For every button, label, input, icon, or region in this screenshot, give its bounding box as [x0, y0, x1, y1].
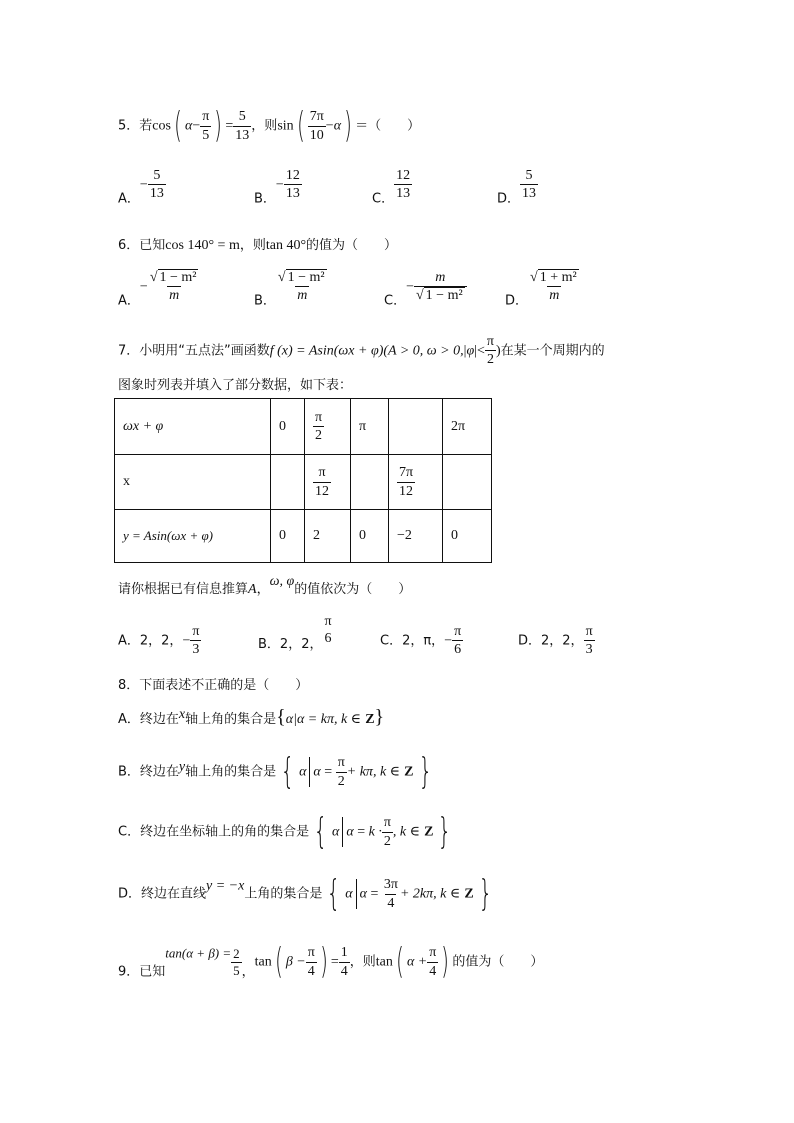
q7-option-a[interactable] [118, 624, 201, 658]
q8-option-c-kdot: k · [368, 824, 382, 840]
q9-frac1-num: 2 [233, 945, 240, 961]
q8-option-d-alpha2: α [359, 886, 367, 902]
table-cell: −2 [389, 510, 443, 563]
question-5-stem: 5．若cos( α− $\frac{\pi}{5}$ ) = $\frac{5}{13}$ ，则sin( $\frac{7\pi}{10}$ −α) ＝（ ） [118, 105, 421, 146]
table-cell: 0 [443, 510, 492, 563]
q8-option-b-mid: 轴上角的集合是 [185, 764, 277, 780]
q5-option-c-den: 13 [396, 186, 411, 202]
q9-frac2-num: π [307, 945, 315, 961]
q8-option-a-text: A．终边在 [118, 712, 179, 727]
q9-tan: tan [254, 954, 272, 970]
table-cell: y = Asin(ωx + φ) [115, 510, 271, 563]
q7-close: ) [495, 343, 501, 359]
q8-option-c[interactable]: C．终边在坐标轴上的角的集合是 { α α = k · $\frac{\pi}{2}$ , k ∈ Z } [118, 811, 452, 852]
q6-option-d-label: D． [505, 293, 529, 309]
q7-option-d[interactable] [518, 624, 595, 658]
q8-option-b-den: 2 [337, 773, 345, 789]
q5-option-b-label: B． [254, 191, 276, 207]
table-cell [271, 455, 305, 510]
q8-option-a-set: α|α = kπ, k ∈ [285, 712, 362, 727]
table-cell: 2 [305, 510, 351, 563]
q9-frac2-den: 4 [307, 963, 315, 979]
five-point-table [114, 398, 492, 563]
q6-target: tan 40° [265, 238, 307, 253]
q8-option-b[interactable]: B．终边在y轴上角的集合是 { α α = $\frac{\pi}{2}$ + kπ, k ∈ Z } [118, 751, 432, 792]
q9-then: ，则 [349, 954, 376, 970]
q5-option-b-sign: − [275, 177, 284, 193]
table-cell: ωx + φ [115, 399, 271, 455]
q8-option-d[interactable]: D．终边在直线y = −x上角的集合是 { α α = $\frac{3\pi}{4}$ + 2kπ, k ∈ Z } [118, 873, 493, 914]
q5-rhs-num: 5 [238, 109, 246, 125]
q7-prefix: 7．小明用“五点法”画函数 [118, 343, 270, 359]
q6-option-a-num: 1 − m² [159, 270, 197, 285]
q8-option-b-text: B．终边在 [118, 764, 179, 780]
q6-suffix: 的值为（ ） [306, 238, 398, 253]
q7-option-c-den: 6 [454, 642, 462, 658]
q5-option-c-num: 12 [396, 168, 411, 183]
q5-option-a-den: 13 [149, 186, 164, 202]
q5-blank: ＝（ ） [355, 118, 421, 134]
q8-option-d-text: D．终边在直线 [118, 886, 207, 902]
table-frac-den-12: 12 [399, 483, 414, 499]
q5-option-a-sign: − [139, 177, 148, 193]
q8-option-c-rest: , k ∈ [392, 824, 420, 840]
q7-option-c[interactable] [380, 624, 463, 658]
q6-option-c-den: 1 − m² [425, 288, 463, 304]
q8-option-c-den: 2 [383, 833, 391, 849]
q8-option-d-den: 4 [387, 895, 395, 911]
q5-then: ，则 [251, 118, 278, 134]
q8-option-b-rest: + kπ, k ∈ [346, 764, 401, 780]
q7-suffix: 在某一个周期内的 [500, 343, 605, 359]
q5-option-c-label: C． [372, 191, 395, 207]
table-frac-num: π [318, 465, 326, 481]
q7-option-d-num: π [585, 624, 593, 639]
q7-option-c-label: C．2，π， [380, 633, 445, 649]
q6-option-b-label: B． [254, 293, 276, 309]
q7-option-a-num: π [192, 624, 200, 639]
table-frac-den: 12 [315, 483, 329, 499]
q8-option-a-Z: Z [365, 712, 375, 727]
q9-frac4-den: 4 [429, 963, 437, 979]
table-cell [351, 455, 389, 510]
q5-option-b-den: 13 [285, 186, 300, 202]
q7-ask-suffix: 的值依次为（ ） [294, 582, 412, 597]
table-row [115, 510, 492, 563]
q5-frac1-den: 5 [202, 127, 210, 143]
q5-option-b-num: 12 [285, 168, 300, 183]
q9-suffix: 的值为（ ） [452, 954, 544, 970]
q8-option-b-axis: y [178, 759, 186, 775]
q7-option-d-den: 3 [585, 642, 593, 658]
question-9-stem: 9．已知tan(α + β) = $\frac{2}{5}$ ，tan( β − $\frac{\pi}{4}$ ) = $\frac{1}{4}$ ，则tan( α + $\frac{\pi}{4}$ ) 的值为（ ） [118, 941, 544, 982]
q7-option-a-den: 3 [192, 642, 200, 658]
q5-option-d-label: D． [497, 191, 521, 207]
q6-option-b-num: 1 − m² [287, 270, 325, 285]
q5-sin: sin [277, 118, 294, 134]
q5-option-d[interactable] [497, 168, 538, 206]
q6-option-a-den: m [169, 288, 180, 304]
q5-alpha-2: α [333, 118, 342, 134]
q9-frac3-num: 1 [340, 945, 348, 961]
q9-prefix: 9．已知 [118, 964, 166, 980]
q8-option-d-mid: 上角的集合是 [244, 886, 323, 902]
q5-frac1-num: π [202, 109, 210, 125]
q7-option-b-num: π [324, 614, 332, 629]
q7-line2: 图象时列表并填入了部分数据，如下表： [118, 378, 353, 393]
q6-option-d-num: 1 + m² [539, 270, 577, 285]
q5-prefix: 5．若 [118, 118, 153, 134]
q8-option-c-text: C．终边在坐标轴上的角的集合是 [118, 824, 310, 840]
q5-option-a-num: 5 [153, 168, 161, 183]
q9-sep: ， [241, 964, 255, 980]
q8-option-b-alpha: α [299, 764, 307, 780]
q5-option-d-den: 13 [522, 186, 537, 202]
q5-option-a[interactable] [118, 168, 166, 206]
q5-minus: − [192, 118, 201, 134]
table-cell [389, 455, 443, 510]
q5-option-b[interactable] [254, 168, 302, 206]
q5-alpha: α [185, 118, 193, 134]
q7-ask-sep: ， [256, 582, 270, 597]
table-cell [443, 455, 492, 510]
q7-option-a-label: A．2，2， [118, 633, 183, 649]
q7-func: f (x) = Asin(ωx + φ)(A > 0, ω > 0, [269, 343, 464, 359]
q9-frac3-den: 4 [340, 963, 348, 979]
q8-option-b-num: π [337, 755, 345, 771]
q8-option-b-alpha2: α [313, 764, 321, 780]
table-cell: 0 [271, 399, 305, 455]
table-cell: 2π [443, 399, 492, 455]
table-cell: π [351, 399, 389, 455]
q5-cos: cos [152, 118, 171, 134]
q6-then: ，则 [239, 238, 266, 253]
q7-option-a-minus: − [182, 633, 191, 649]
q6-option-a[interactable]: A．− $\frac{\text{√ 1 − m²}}{m}$ [118, 270, 197, 309]
question-7-stem: 7．小明用“五点法”画函数f (x) = Asin(ωx + φ)(A > 0, ω > 0,|φ|< $\frac{\pi}{2}$ )在某一个周期内的 [118, 334, 605, 368]
q9-frac1-den: 5 [233, 962, 240, 978]
table-cell [389, 399, 443, 455]
q5-option-a-label: A． [118, 191, 140, 207]
table-cell: 0 [271, 510, 305, 563]
q7-option-b-den: 6 [324, 631, 332, 647]
q9-tan-2: tan [375, 954, 393, 970]
question-8-stem: 8．下面表述不正确的是（ ） [118, 678, 309, 693]
question-6-stem [118, 234, 397, 254]
q7-ask-A: A [248, 582, 257, 597]
q5-minus-2: − [325, 118, 334, 134]
q9-tan-ab: tan(α + β) = [165, 945, 232, 961]
q6-option-b-den: m [297, 288, 308, 304]
q6-option-d-den: m [549, 288, 560, 304]
q7-option-c-minus: − [444, 633, 453, 649]
q8-option-d-alpha: α [345, 886, 353, 902]
q7-phi: φ [466, 343, 475, 359]
q6-prefix: 6．已知 [118, 238, 166, 253]
q7-option-d-label: D．2，2， [518, 633, 584, 649]
q7-pi: π [486, 334, 494, 349]
q5-frac2-num: 7π [309, 109, 324, 125]
q7-ask [118, 574, 411, 598]
q7-ask-prefix: 请你根据已有信息推算 [118, 582, 249, 597]
q6-given: cos 140° = m [165, 238, 240, 253]
q6-option-c-label: C． [384, 293, 407, 309]
q8-option-d-num: 3π [383, 877, 398, 893]
q8-option-c-alpha2: α [346, 824, 354, 840]
q8-option-a-axis: x [178, 707, 186, 722]
q6-option-c[interactable]: C．− $\frac{m}{\text{√ 1 − m²}}$ [384, 270, 467, 308]
q7-ask-wphi: ω, φ [269, 574, 295, 589]
q8-option-a-mid: 轴上角的集合是 [185, 712, 277, 727]
q5-rhs-den: 13 [235, 127, 250, 143]
q5-frac2-den: 10 [309, 127, 324, 143]
q8-option-d-Z: Z [464, 886, 474, 902]
q8-option-c-num: π [383, 815, 391, 831]
q7-lt: < [477, 343, 485, 359]
q6-option-c-sign: − [406, 279, 414, 295]
q5-eq: = [225, 118, 234, 134]
q5-frac-pi-5 [200, 109, 211, 143]
q8-option-c-alpha: α [331, 824, 340, 840]
q7-option-b-label: B．2，2， [258, 636, 323, 652]
q7-two: 2 [486, 352, 494, 368]
table-frac-num-7pi: 7π [399, 465, 414, 481]
q8-option-b-Z: Z [404, 764, 414, 780]
q5-frac-7pi-10 [308, 109, 326, 143]
q5-option-d-num: 5 [525, 168, 533, 183]
q5-option-c[interactable] [372, 168, 412, 206]
q9-alpha: α + [406, 954, 428, 970]
q6-option-d[interactable]: D． $\frac{\text{√ 1 + m²}}{m}$ [505, 270, 577, 309]
q6-option-b[interactable]: B． $\frac{\text{√ 1 − m²}}{m}$ [254, 270, 325, 309]
q6-option-a-label: A． [118, 293, 140, 309]
q5-rhs [233, 109, 251, 143]
table-row [115, 399, 492, 455]
q6-option-a-sign: − [139, 279, 148, 295]
q7-option-c-num: π [454, 624, 462, 639]
table-cell: 0 [351, 510, 389, 563]
table-cell: x [115, 455, 271, 510]
table-row [115, 455, 492, 510]
q8-option-d-rest: + 2kπ, k ∈ [399, 886, 461, 902]
table-cell [305, 455, 351, 510]
q8-option-c-Z: Z [424, 824, 434, 840]
table-cell: $\frac{\pi}{2}$ [305, 399, 351, 455]
q9-eq: = [330, 954, 339, 970]
q7-option-b[interactable] [258, 614, 334, 652]
q8-option-d-line: y = −x [206, 878, 245, 894]
q8-option-a[interactable]: A．终边在x轴上角的集合是{α|α = kπ, k ∈ Z} [118, 706, 385, 728]
q9-frac4-num: π [429, 945, 437, 961]
q9-beta: β − [285, 954, 306, 970]
